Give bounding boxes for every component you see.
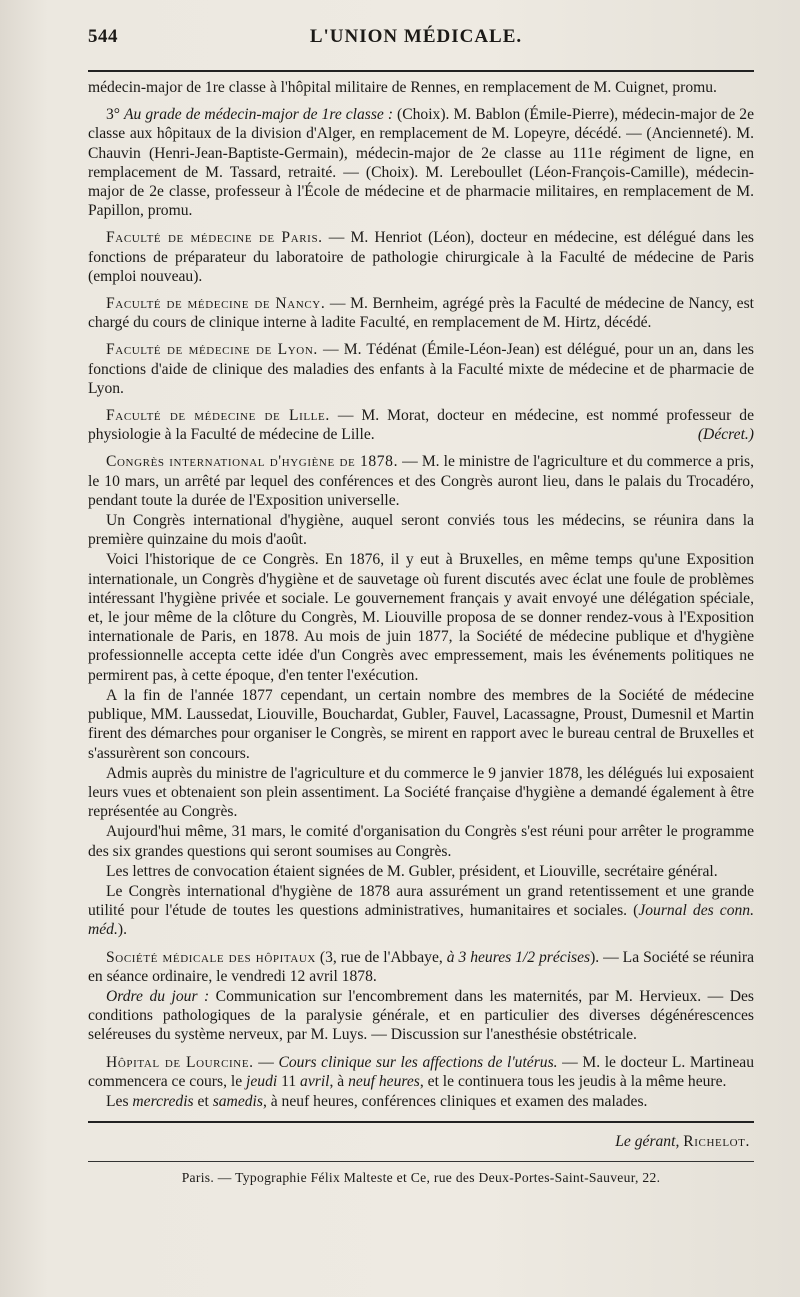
signature-name: Richelot.: [683, 1133, 750, 1151]
paragraph-convocation: [88, 862, 754, 881]
course-hour: neuf heures: [348, 1072, 420, 1090]
imprint-rule: [88, 1161, 754, 1162]
paragraph-congres-hygiene: [88, 452, 754, 510]
paragraph-text: ). — La Société se réunira en séance ordinaire, le vendredi 12 avril 1878.: [88, 948, 754, 985]
paragraph-text: Aujourd'hui même, 31 mars, le comité d'organisation du Congrès s'est réuni pour arrêter le programme des six grandes questions qui seront soumises au Congrès.: [88, 823, 754, 860]
signature-label: Le gérant,: [615, 1133, 680, 1151]
paragraph-text: — M. le docteur L. Martineau commencera ce cours, le: [88, 1053, 754, 1090]
paragraph-text: Un Congrès international d'hygiène, auquel seront conviés tous les médecins, se réunira dans la première quinzaine du mois d'août.: [88, 512, 754, 549]
decree-note: (Décret.): [697, 426, 754, 444]
header-rule: [88, 70, 754, 72]
paragraph-text: Admis auprès du ministre de l'agriculture et du commerce le 9 janvier 1878, les délégués lui exposaient leurs vues et obtenaient son plein assentiment. La Société française d'hygiène a demandé également à être représentée au Congrès.: [88, 764, 754, 821]
printer-imprint: Paris. — Typographie Félix Malteste et Ce, rue des Deux-Portes-Saint-Sauveur, 22.: [181, 1170, 661, 1186]
section-heading: Congrès international d'hygiène de 1878.: [106, 453, 399, 471]
paragraph-text: — M. Bernheim, agrégé près la Faculté de médecine de Nancy, est chargé du cours de clinique interne à ladite Faculté, en remplacement de M. Hirtz, décédé.: [88, 295, 754, 332]
paragraph-rennes: [88, 78, 754, 97]
course-month: avril: [300, 1072, 330, 1090]
section-heading: Faculté de médecine de Paris.: [106, 229, 323, 247]
section-heading: Faculté de médecine de Lille.: [106, 407, 330, 425]
page-number: 544: [88, 26, 118, 47]
paragraph-faculte-lille: [88, 406, 754, 444]
paragraph-text: , et le continuera tous les jeudis à la même heure.: [419, 1072, 727, 1090]
paragraph-text: Voici l'historique de ce Congrès. En 1876, il y eut à Bruxelles, en même temps qu'une Exposition internationale, un Congrès d'hygiène et de sauvetage où furent discutés avec éclat une foule de problèmes intéressant l'hygiène privée et sociale. Le gouvernement français y avait envoyé une délégation spéciale, et, le jour même de la clôture du Congrès, M. Liouville proposa de se donner rendez-vous à l'Exposition internationale de Paris, en 1878. Au mois de juin 1877, la Société de médecine publique et d'hygiène professionnelle accepta cette idée d'un Congrès avec empressement, mais les événements politiques ne permirent pas, à cette époque, d'en tenter l'exécution.: [88, 551, 754, 684]
day-name: samedis: [212, 1092, 263, 1110]
paragraph-societe-medicale: [88, 948, 754, 986]
section-heading: Faculté de médecine de Lyon.: [106, 341, 318, 359]
section-heading: Faculté de médecine de Nancy.: [106, 295, 326, 313]
paragraph-italic-heading: Au grade de médecin-major de 1re classe :: [124, 106, 394, 124]
paragraph-text: , à: [329, 1072, 349, 1090]
agenda-label: Ordre du jour :: [106, 987, 210, 1005]
paragraph-faculte-lyon: [88, 340, 754, 398]
paragraph-text: (3, rue de l'Abbaye,: [315, 948, 447, 966]
paragraph-text: et: [193, 1092, 213, 1110]
paragraph-historique: [88, 550, 754, 684]
paragraph-text: 11: [277, 1072, 301, 1090]
paragraph-conferences: [88, 1092, 754, 1111]
paragraph-text: Les: [106, 1092, 133, 1110]
paragraph-text: , à neuf heures, conférences cliniques et examen des malades.: [262, 1092, 648, 1110]
article-body: [88, 78, 754, 1111]
paragraph-text: A la fin de l'année 1877 cependant, un certain nombre des membres de la Société de médecine publique, MM. Laussedat, Liouville, Bouchardat, Gubler, Fauvel, Lacassagne, Proust, Dumesnil et Martin firent des démarches pour organiser le Congrès, se mirent en rapport avec le bureau central de Bruxelles et s'assurèrent son concours.: [88, 686, 754, 762]
footer-rule: [88, 1121, 754, 1123]
course-day: jeudi: [246, 1072, 278, 1090]
paragraph-text: Les lettres de convocation étaient signées de M. Gubler, président, et Liouville, secrétaire général.: [106, 862, 718, 880]
journal-citation: Journal des conn. méd.: [88, 902, 754, 939]
paragraph-hopital-lourcine: [88, 1053, 754, 1091]
page-header: [88, 26, 754, 54]
paragraph-congres-aout: [88, 511, 754, 549]
running-title: L'UNION MÉDICALE.: [309, 26, 523, 47]
section-heading: Société médicale des hôpitaux: [106, 948, 316, 966]
day-name: mercredis: [132, 1092, 194, 1110]
paragraph-aujourdhui: [88, 822, 754, 860]
paragraph-admis: [88, 764, 754, 822]
paragraph-retentissement: [88, 882, 754, 940]
paragraph-number: 3°: [106, 106, 125, 124]
meeting-time: à 3 heures 1/2 précises: [446, 948, 591, 966]
course-title: Cours clinique sur les affections de l'utérus.: [278, 1053, 558, 1071]
signature: [88, 1133, 754, 1151]
paragraph-text-end: ).: [117, 921, 127, 939]
paragraph-text: (Choix). M. Bablon (Émile-Pierre), médecin-major de 2e classe aux hôpitaux de la division d'Alger, en remplacement de M. Lopeyre, décédé. — (Ancienneté). M. Chauvin (Henri-Jean-Baptiste-Germain), médecin-major de 2e classe au 111e régiment de ligne, en remplacement de M. Tassard, retraité. — (Choix). M. Lereboullet (Léon-François-Camille), médecin-major de 2e classe, professeur à l'École de médecine et de pharmacie militaires, en remplacement de M. Papillon, promu.: [88, 106, 754, 220]
paragraph-text: Le Congrès international d'hygiène de 1878 aura assurément un grand retentissement et une grande utilité pour l'étude de toutes les questions administratives, humanitaires et sociales. (: [88, 882, 754, 920]
paragraph-ordre-du-jour: [88, 987, 754, 1045]
paragraph-faculte-nancy: [88, 294, 754, 332]
paragraph-text: — M. Henriot (Léon), docteur en médecine, est délégué dans les fonctions de préparateur du laboratoire de pathologie chirurgicale à la Faculté de médecine de Paris (emploi nouveau).: [88, 229, 755, 285]
paragraph-text: — M. le ministre de l'agriculture et du commerce a pris, le 10 mars, un arrêté par lequel des conférences et des Congrès auront lieu, dans le palais du Trocadéro, pendant toute la durée de l'Exposition universelle.: [88, 453, 754, 509]
paragraph-text: médecin-major de 1re classe à l'hôpital militaire de Rennes, en remplacement de M. Cuignet, promu.: [88, 79, 717, 96]
paragraph-faculte-paris: [88, 228, 754, 286]
paragraph-promotions: [88, 105, 754, 220]
paragraph-text: — M. Morat, docteur en médecine, est nommé professeur de physiologie à la Faculté de médecine de Lille.: [88, 407, 755, 444]
paragraph-text: Communication sur l'encombrement dans les maternités, par M. Hervieux. — Des conditions pathologiques de la paralysie générale, et en particulier des diverses dégénérescences seléreuses du système nerveux, par M. Luys. — Discussion sur l'anesthésie obstétricale.: [88, 987, 754, 1044]
paragraph-fin-1877: [88, 686, 754, 763]
section-heading: Hôpital de Lourcine.: [106, 1053, 254, 1071]
paragraph-text: —: [253, 1053, 279, 1071]
paragraph-text: — M. Tédénat (Émile-Léon-Jean) est délégué, pour un an, dans les fonctions d'aide de clinique des maladies des enfants à la Faculté mixte de médecine et de pharmacie de Lyon.: [88, 341, 754, 397]
